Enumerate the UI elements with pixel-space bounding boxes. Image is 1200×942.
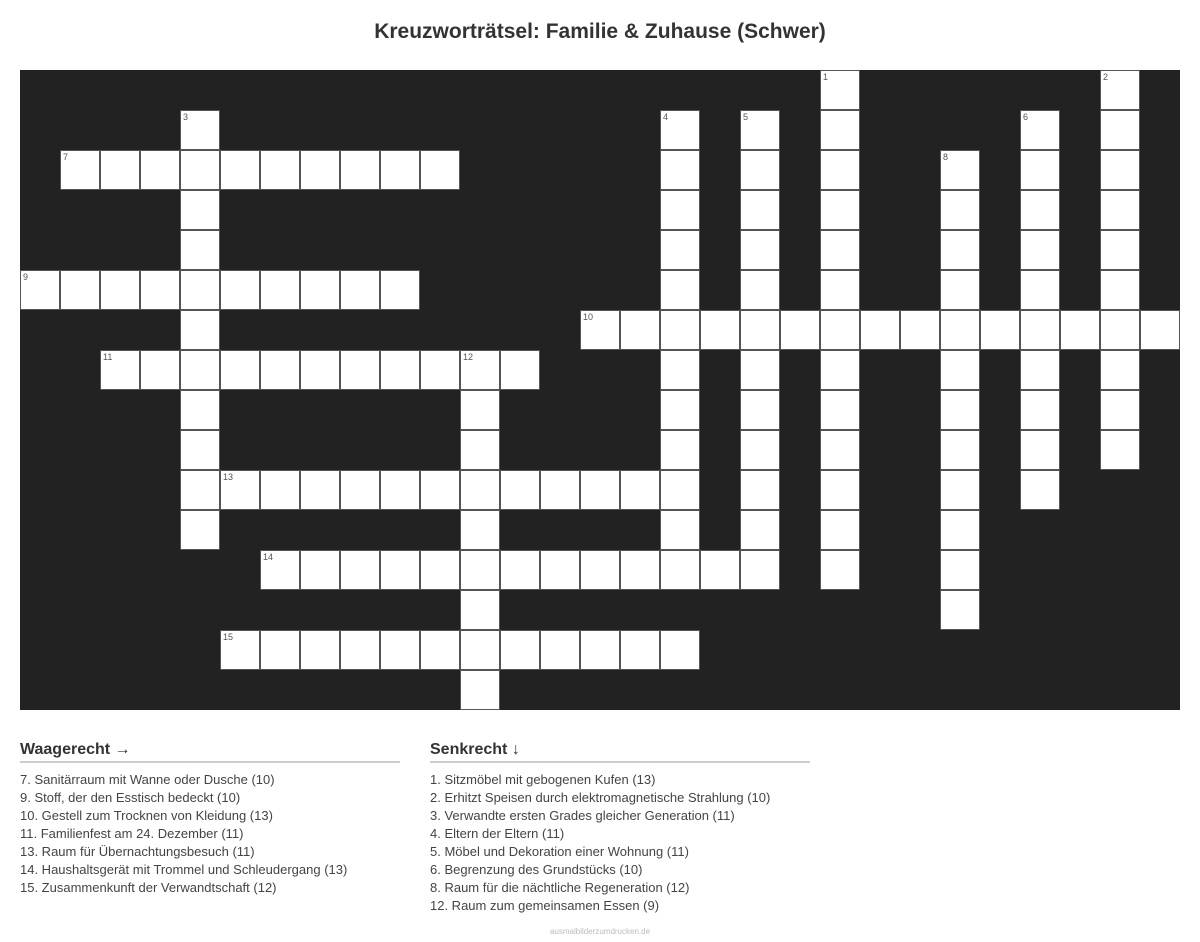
grid-cell[interactable]	[660, 630, 700, 670]
grid-cell[interactable]	[420, 150, 460, 190]
grid-cell[interactable]	[260, 470, 300, 510]
grid-cell[interactable]	[260, 550, 300, 590]
clue-number: 9	[23, 272, 29, 282]
grid-cell[interactable]	[820, 550, 860, 590]
grid-cell[interactable]	[1100, 70, 1140, 110]
grid-cell[interactable]	[940, 590, 980, 630]
grid-cell[interactable]	[820, 510, 860, 550]
grid-cell[interactable]	[940, 190, 980, 230]
down-clue: 6. Begrenzung des Grundstücks (10)	[430, 862, 643, 877]
grid-cell[interactable]	[460, 670, 500, 710]
across-clue: 11. Familienfest am 24. Dezember (11)	[20, 826, 244, 841]
grid-cell[interactable]	[180, 350, 220, 390]
grid-cell[interactable]	[620, 470, 660, 510]
grid-cell[interactable]	[340, 630, 380, 670]
grid-cell[interactable]	[580, 550, 620, 590]
grid-cell[interactable]	[220, 630, 260, 670]
grid-cell[interactable]	[540, 470, 580, 510]
grid-cell[interactable]	[660, 390, 700, 430]
grid-cell[interactable]	[180, 310, 220, 350]
grid-cell[interactable]	[460, 350, 500, 390]
grid-cell[interactable]	[1020, 310, 1060, 350]
grid-cell[interactable]	[740, 270, 780, 310]
grid-cell[interactable]	[1100, 230, 1140, 270]
grid-cell[interactable]	[420, 630, 460, 670]
grid-cell[interactable]	[1020, 110, 1060, 150]
grid-cell[interactable]	[500, 470, 540, 510]
down-heading: Senkrecht ↓	[430, 740, 810, 763]
grid-cell[interactable]	[180, 390, 220, 430]
grid-cell[interactable]	[260, 150, 300, 190]
grid-cell[interactable]	[1060, 310, 1100, 350]
grid-cell[interactable]	[1100, 350, 1140, 390]
down-clue: 12. Raum zum gemeinsamen Essen (9)	[430, 898, 660, 913]
grid-cell[interactable]	[620, 310, 660, 350]
grid-cell[interactable]	[700, 310, 740, 350]
clue-number: 3	[183, 112, 189, 122]
grid-cell[interactable]	[940, 430, 980, 470]
across-clue: 14. Haushaltsgerät mit Trommel und Schleudergang (13)	[20, 862, 348, 877]
grid-cell[interactable]	[140, 150, 180, 190]
grid-cell[interactable]	[60, 270, 100, 310]
grid-cell[interactable]	[660, 230, 700, 270]
grid-cell[interactable]	[620, 550, 660, 590]
grid-cell[interactable]	[180, 110, 220, 150]
grid-cell[interactable]	[140, 270, 180, 310]
grid-cell[interactable]	[900, 310, 940, 350]
grid-cell[interactable]	[180, 230, 220, 270]
across-clue: 7. Sanitärraum mit Wanne oder Dusche (10)	[20, 772, 275, 787]
grid-cell[interactable]	[1100, 430, 1140, 470]
grid-cell[interactable]	[660, 470, 700, 510]
grid-cell[interactable]	[980, 310, 1020, 350]
grid-cell[interactable]	[180, 510, 220, 550]
grid-cell[interactable]	[740, 110, 780, 150]
grid-cell[interactable]	[260, 350, 300, 390]
grid-cell[interactable]	[1020, 150, 1060, 190]
clue-number: 14	[263, 552, 274, 562]
grid-cell[interactable]	[740, 430, 780, 470]
grid-cell[interactable]	[460, 630, 500, 670]
grid-cell[interactable]	[1020, 270, 1060, 310]
grid-cell[interactable]	[740, 190, 780, 230]
grid-cell[interactable]	[380, 470, 420, 510]
grid-cell[interactable]	[420, 470, 460, 510]
clue-number: 12	[463, 352, 474, 362]
grid-cell[interactable]	[60, 150, 100, 190]
grid-cell[interactable]	[580, 630, 620, 670]
grid-cell[interactable]	[820, 230, 860, 270]
down-clue: 4. Eltern der Eltern (11)	[430, 826, 565, 841]
grid-cell[interactable]	[220, 350, 260, 390]
grid-cell[interactable]	[300, 350, 340, 390]
grid-cell[interactable]	[820, 110, 860, 150]
grid-cell[interactable]	[500, 630, 540, 670]
grid-cell[interactable]	[180, 270, 220, 310]
clue-number: 1	[823, 72, 829, 82]
grid-cell[interactable]	[180, 190, 220, 230]
grid-cell[interactable]	[740, 310, 780, 350]
grid-cell[interactable]	[820, 150, 860, 190]
grid-cell[interactable]	[820, 470, 860, 510]
grid-cell[interactable]	[100, 350, 140, 390]
grid-cell[interactable]	[780, 310, 820, 350]
grid-cell[interactable]	[100, 150, 140, 190]
crossword-grid	[20, 70, 1180, 710]
grid-cell[interactable]	[140, 350, 180, 390]
grid-cell[interactable]	[260, 270, 300, 310]
grid-cell[interactable]	[180, 430, 220, 470]
grid-cell[interactable]	[20, 270, 60, 310]
grid-cell[interactable]	[660, 310, 700, 350]
down-clue: 2. Erhitzt Speisen durch elektromagnetische Strahlung (10)	[430, 790, 771, 805]
grid-cell[interactable]	[260, 630, 300, 670]
grid-cell[interactable]	[660, 350, 700, 390]
grid-cell[interactable]	[1100, 110, 1140, 150]
grid-cell[interactable]	[340, 350, 380, 390]
grid-cell[interactable]	[940, 310, 980, 350]
grid-cell[interactable]	[340, 550, 380, 590]
grid-cell[interactable]	[500, 550, 540, 590]
grid-cell[interactable]	[940, 230, 980, 270]
grid-cell[interactable]	[1020, 390, 1060, 430]
grid-cell[interactable]	[940, 150, 980, 190]
grid-cell[interactable]	[300, 630, 340, 670]
grid-cell[interactable]	[380, 630, 420, 670]
down-clues	[430, 740, 810, 915]
grid-cell[interactable]	[820, 190, 860, 230]
grid-cell[interactable]	[460, 430, 500, 470]
across-clue: 9. Stoff, der den Esstisch bedeckt (10)	[20, 790, 241, 805]
grid-cell[interactable]	[460, 390, 500, 430]
clue-number: 15	[223, 632, 234, 642]
grid-cell[interactable]	[820, 430, 860, 470]
grid-cell[interactable]	[300, 150, 340, 190]
grid-cell[interactable]	[100, 270, 140, 310]
clue-number: 5	[743, 112, 749, 122]
across-clue: 10. Gestell zum Trocknen von Kleidung (13)	[20, 808, 273, 823]
grid-cell[interactable]	[940, 270, 980, 310]
grid-cell[interactable]	[940, 350, 980, 390]
page-title: Kreuzworträtsel: Familie & Zuhause (Schwer)	[374, 20, 826, 43]
grid-cell[interactable]	[420, 350, 460, 390]
grid-cell[interactable]	[940, 470, 980, 510]
across-clue-list	[20, 771, 400, 897]
grid-cell[interactable]	[1020, 470, 1060, 510]
grid-cell[interactable]	[580, 310, 620, 350]
grid-cell[interactable]	[660, 270, 700, 310]
grid-cell[interactable]	[740, 350, 780, 390]
grid-cell[interactable]	[1100, 390, 1140, 430]
grid-cell[interactable]	[620, 630, 660, 670]
grid-cell[interactable]	[1100, 270, 1140, 310]
grid-cell[interactable]	[180, 150, 220, 190]
down-clue: 1. Sitzmöbel mit gebogenen Kufen (13)	[430, 772, 656, 787]
grid-cell[interactable]	[300, 270, 340, 310]
grid-cell[interactable]	[1100, 190, 1140, 230]
grid-cell[interactable]	[740, 390, 780, 430]
grid-cell[interactable]	[660, 150, 700, 190]
grid-cell[interactable]	[660, 510, 700, 550]
clue-number: 10	[583, 312, 594, 322]
across-clues	[20, 740, 400, 897]
grid-cell[interactable]	[1100, 150, 1140, 190]
grid-cell[interactable]	[300, 550, 340, 590]
across-heading: Waagerecht →	[20, 740, 400, 763]
grid-cell[interactable]	[1020, 190, 1060, 230]
grid-cell[interactable]	[740, 550, 780, 590]
grid-cell[interactable]	[700, 550, 740, 590]
grid-cell[interactable]	[540, 550, 580, 590]
clue-number: 7	[63, 152, 69, 162]
across-clue: 13. Raum für Übernachtungsbesuch (11)	[20, 844, 255, 859]
grid-cell[interactable]	[820, 310, 860, 350]
grid-cell[interactable]	[1100, 310, 1140, 350]
grid-cell[interactable]	[740, 150, 780, 190]
grid-cell[interactable]	[380, 550, 420, 590]
grid-cell[interactable]	[940, 550, 980, 590]
grid-cell[interactable]	[660, 110, 700, 150]
grid-cell[interactable]	[220, 270, 260, 310]
grid-cell[interactable]	[460, 550, 500, 590]
grid-cell[interactable]	[1020, 350, 1060, 390]
grid-cell[interactable]	[420, 550, 460, 590]
grid-cell[interactable]	[380, 150, 420, 190]
grid-cell[interactable]	[1020, 430, 1060, 470]
clue-number: 4	[663, 112, 669, 122]
grid-cell[interactable]	[380, 270, 420, 310]
grid-cell[interactable]	[820, 350, 860, 390]
grid-cell[interactable]	[340, 150, 380, 190]
grid-cell[interactable]	[500, 350, 540, 390]
grid-cell[interactable]	[380, 350, 420, 390]
grid-cell[interactable]	[300, 470, 340, 510]
grid-cell[interactable]	[340, 270, 380, 310]
grid-cell[interactable]	[660, 430, 700, 470]
clue-number: 8	[943, 152, 949, 162]
across-clue: 15. Zusammenkunft der Verwandtschaft (12)	[20, 880, 277, 895]
clue-number: 6	[1023, 112, 1029, 122]
clue-number: 2	[1103, 72, 1109, 82]
grid-cell[interactable]	[740, 510, 780, 550]
grid-cell[interactable]	[740, 230, 780, 270]
down-clue-list	[430, 771, 810, 915]
grid-cell[interactable]	[660, 190, 700, 230]
clue-number: 13	[223, 472, 234, 482]
grid-cell[interactable]	[540, 630, 580, 670]
grid-cell[interactable]	[940, 390, 980, 430]
grid-cell[interactable]	[820, 70, 860, 110]
grid-cell[interactable]	[860, 310, 900, 350]
grid-cell[interactable]	[660, 550, 700, 590]
grid-cell[interactable]	[580, 470, 620, 510]
grid-cell[interactable]	[460, 470, 500, 510]
grid-cell[interactable]	[820, 270, 860, 310]
grid-cell[interactable]	[340, 470, 380, 510]
grid-cell[interactable]	[1020, 230, 1060, 270]
clue-number: 11	[103, 352, 113, 362]
grid-cell[interactable]	[180, 470, 220, 510]
grid-cell[interactable]	[220, 470, 260, 510]
grid-cell[interactable]	[1140, 310, 1180, 350]
down-clue: 5. Möbel und Dekoration einer Wohnung (11)	[430, 844, 689, 859]
grid-cell[interactable]	[460, 590, 500, 630]
grid-cell[interactable]	[940, 510, 980, 550]
grid-cell[interactable]	[820, 390, 860, 430]
down-clue: 3. Verwandte ersten Grades gleicher Generation (11)	[430, 808, 735, 823]
down-clue: 8. Raum für die nächtliche Regeneration (12)	[430, 880, 690, 895]
footer-credit: ausmalbilderzumdrucken.de	[549, 927, 651, 936]
grid-cell[interactable]	[740, 470, 780, 510]
grid-cell[interactable]	[220, 150, 260, 190]
grid-cell[interactable]	[460, 510, 500, 550]
